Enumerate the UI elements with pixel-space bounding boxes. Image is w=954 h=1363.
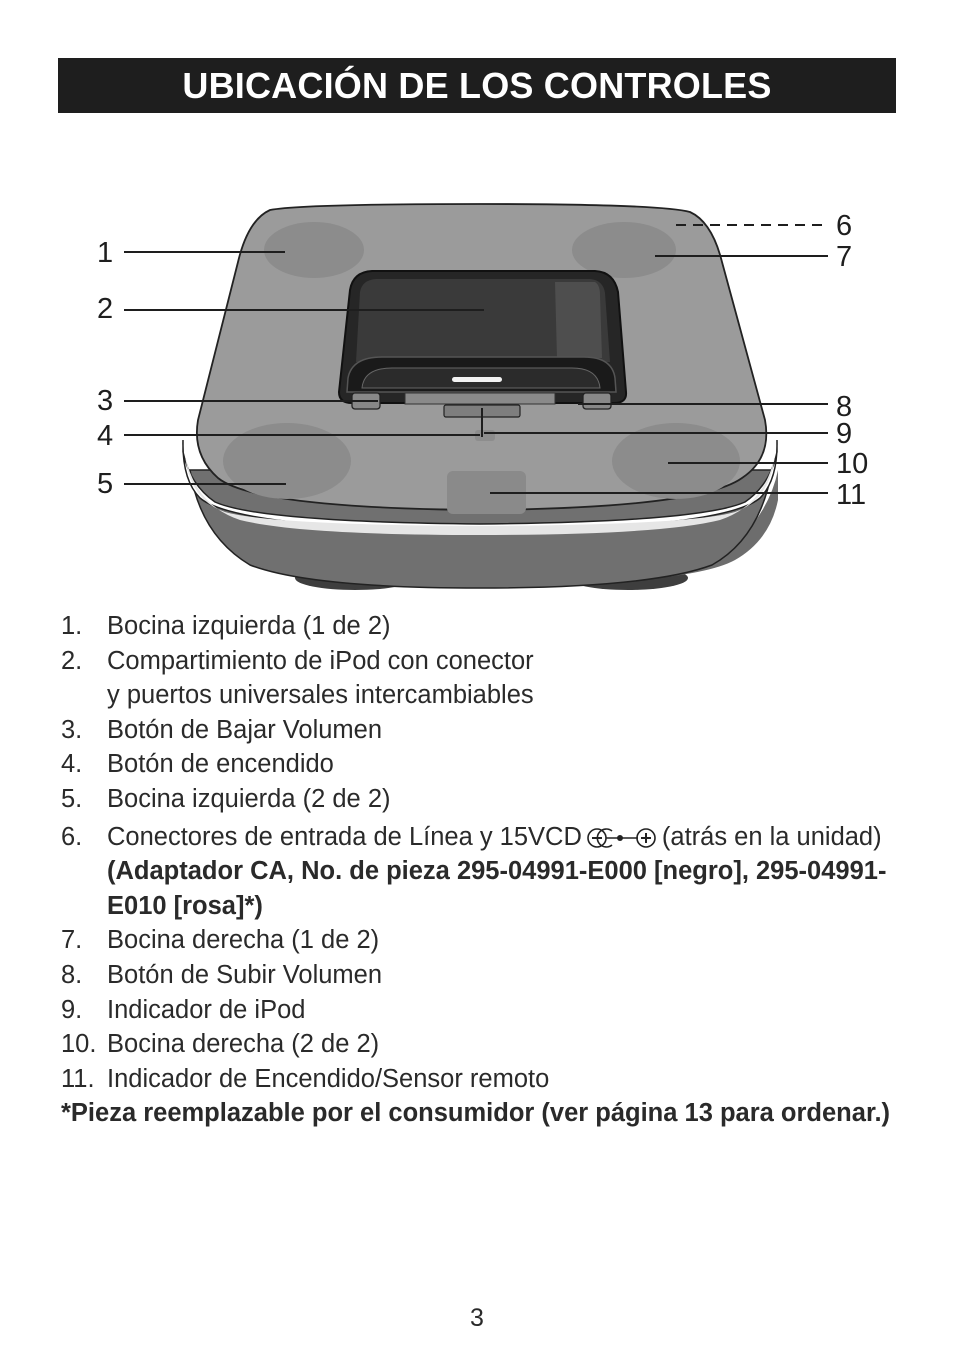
item-text-line2: y puertos universales intercambiables: [107, 681, 534, 710]
callout-8: 8: [836, 391, 853, 423]
page-title: UBICACIÓN DE LOS CONTROLES: [182, 64, 772, 106]
list-item: [61, 958, 896, 993]
list-item: [61, 713, 896, 748]
item-text: Botón de encendido: [107, 750, 334, 779]
list-item: [61, 1027, 896, 1062]
volume-up-button: [583, 393, 611, 409]
item-number: 1.: [61, 612, 83, 640]
item-text: Botón de Bajar Volumen: [107, 715, 383, 744]
callout-7: 7: [836, 241, 853, 273]
item-number: 6.: [61, 822, 83, 851]
title-bar: [58, 58, 896, 113]
controls-list: [61, 609, 896, 1131]
callout-11: 11: [836, 479, 867, 511]
replaceable-part-note: *Pieza reemplazable por el consumidor (ver página 13 para ordenar.): [61, 1099, 891, 1128]
item-number: 5.: [61, 784, 83, 813]
item-text: Bocina derecha (1 de 2): [107, 926, 380, 955]
list-item: [61, 782, 896, 817]
dc-polarity-icon: [586, 827, 658, 849]
callout-6: 6: [836, 210, 853, 242]
callout-10: 10: [836, 448, 869, 480]
list-item: [61, 747, 896, 782]
list-item: [61, 609, 896, 644]
speaker-left-1: [264, 222, 364, 278]
list-item: [61, 1062, 896, 1097]
item-number: 3.: [61, 715, 83, 744]
speaker-right-1: [572, 222, 676, 278]
adapter-part-numbers: (Adaptador CA, No. de pieza 295-04991-E000 [negro], 295-04991-E010 [rosa]*): [107, 857, 887, 920]
item-number: 9.: [61, 995, 83, 1024]
item-text: Indicador de iPod: [107, 995, 306, 1024]
item-number: 11.: [61, 1064, 95, 1093]
item-text: Bocina izquierda (1 de 2): [107, 612, 391, 640]
callout-4: 4: [97, 420, 114, 452]
item-text-continued: (atrás en la unidad): [661, 822, 882, 851]
callout-2: 2: [97, 293, 114, 325]
item-text: Bocina izquierda (2 de 2): [107, 784, 391, 813]
item-number: 8.: [61, 960, 83, 989]
list-item: [61, 644, 896, 713]
item-text: Bocina derecha (2 de 2): [107, 1030, 380, 1059]
item-number: 4.: [61, 750, 83, 779]
item-number: 2.: [61, 646, 83, 675]
callout-5: 5: [97, 468, 114, 500]
dock-connector: [452, 377, 502, 382]
item-text: Compartimiento de iPod con conector: [107, 646, 534, 675]
item-text: Botón de Subir Volumen: [107, 960, 383, 989]
item-text: Indicador de Encendido/Sensor remoto: [107, 1064, 550, 1093]
list-item: [61, 923, 896, 958]
callout-3: 3: [97, 385, 114, 417]
item-text: Conectores de entrada de Línea y 15VCD: [107, 822, 582, 851]
item-number: 10.: [61, 1030, 97, 1059]
list-item: [61, 993, 896, 1028]
list-item: [61, 820, 896, 924]
speaker-right-2: [612, 423, 740, 499]
page-number: 3: [470, 1304, 484, 1332]
callout-9: 9: [836, 418, 853, 450]
speaker-dock-diagram: [0, 190, 954, 610]
item-number: 7.: [61, 926, 83, 955]
callout-1: 1: [97, 237, 114, 269]
